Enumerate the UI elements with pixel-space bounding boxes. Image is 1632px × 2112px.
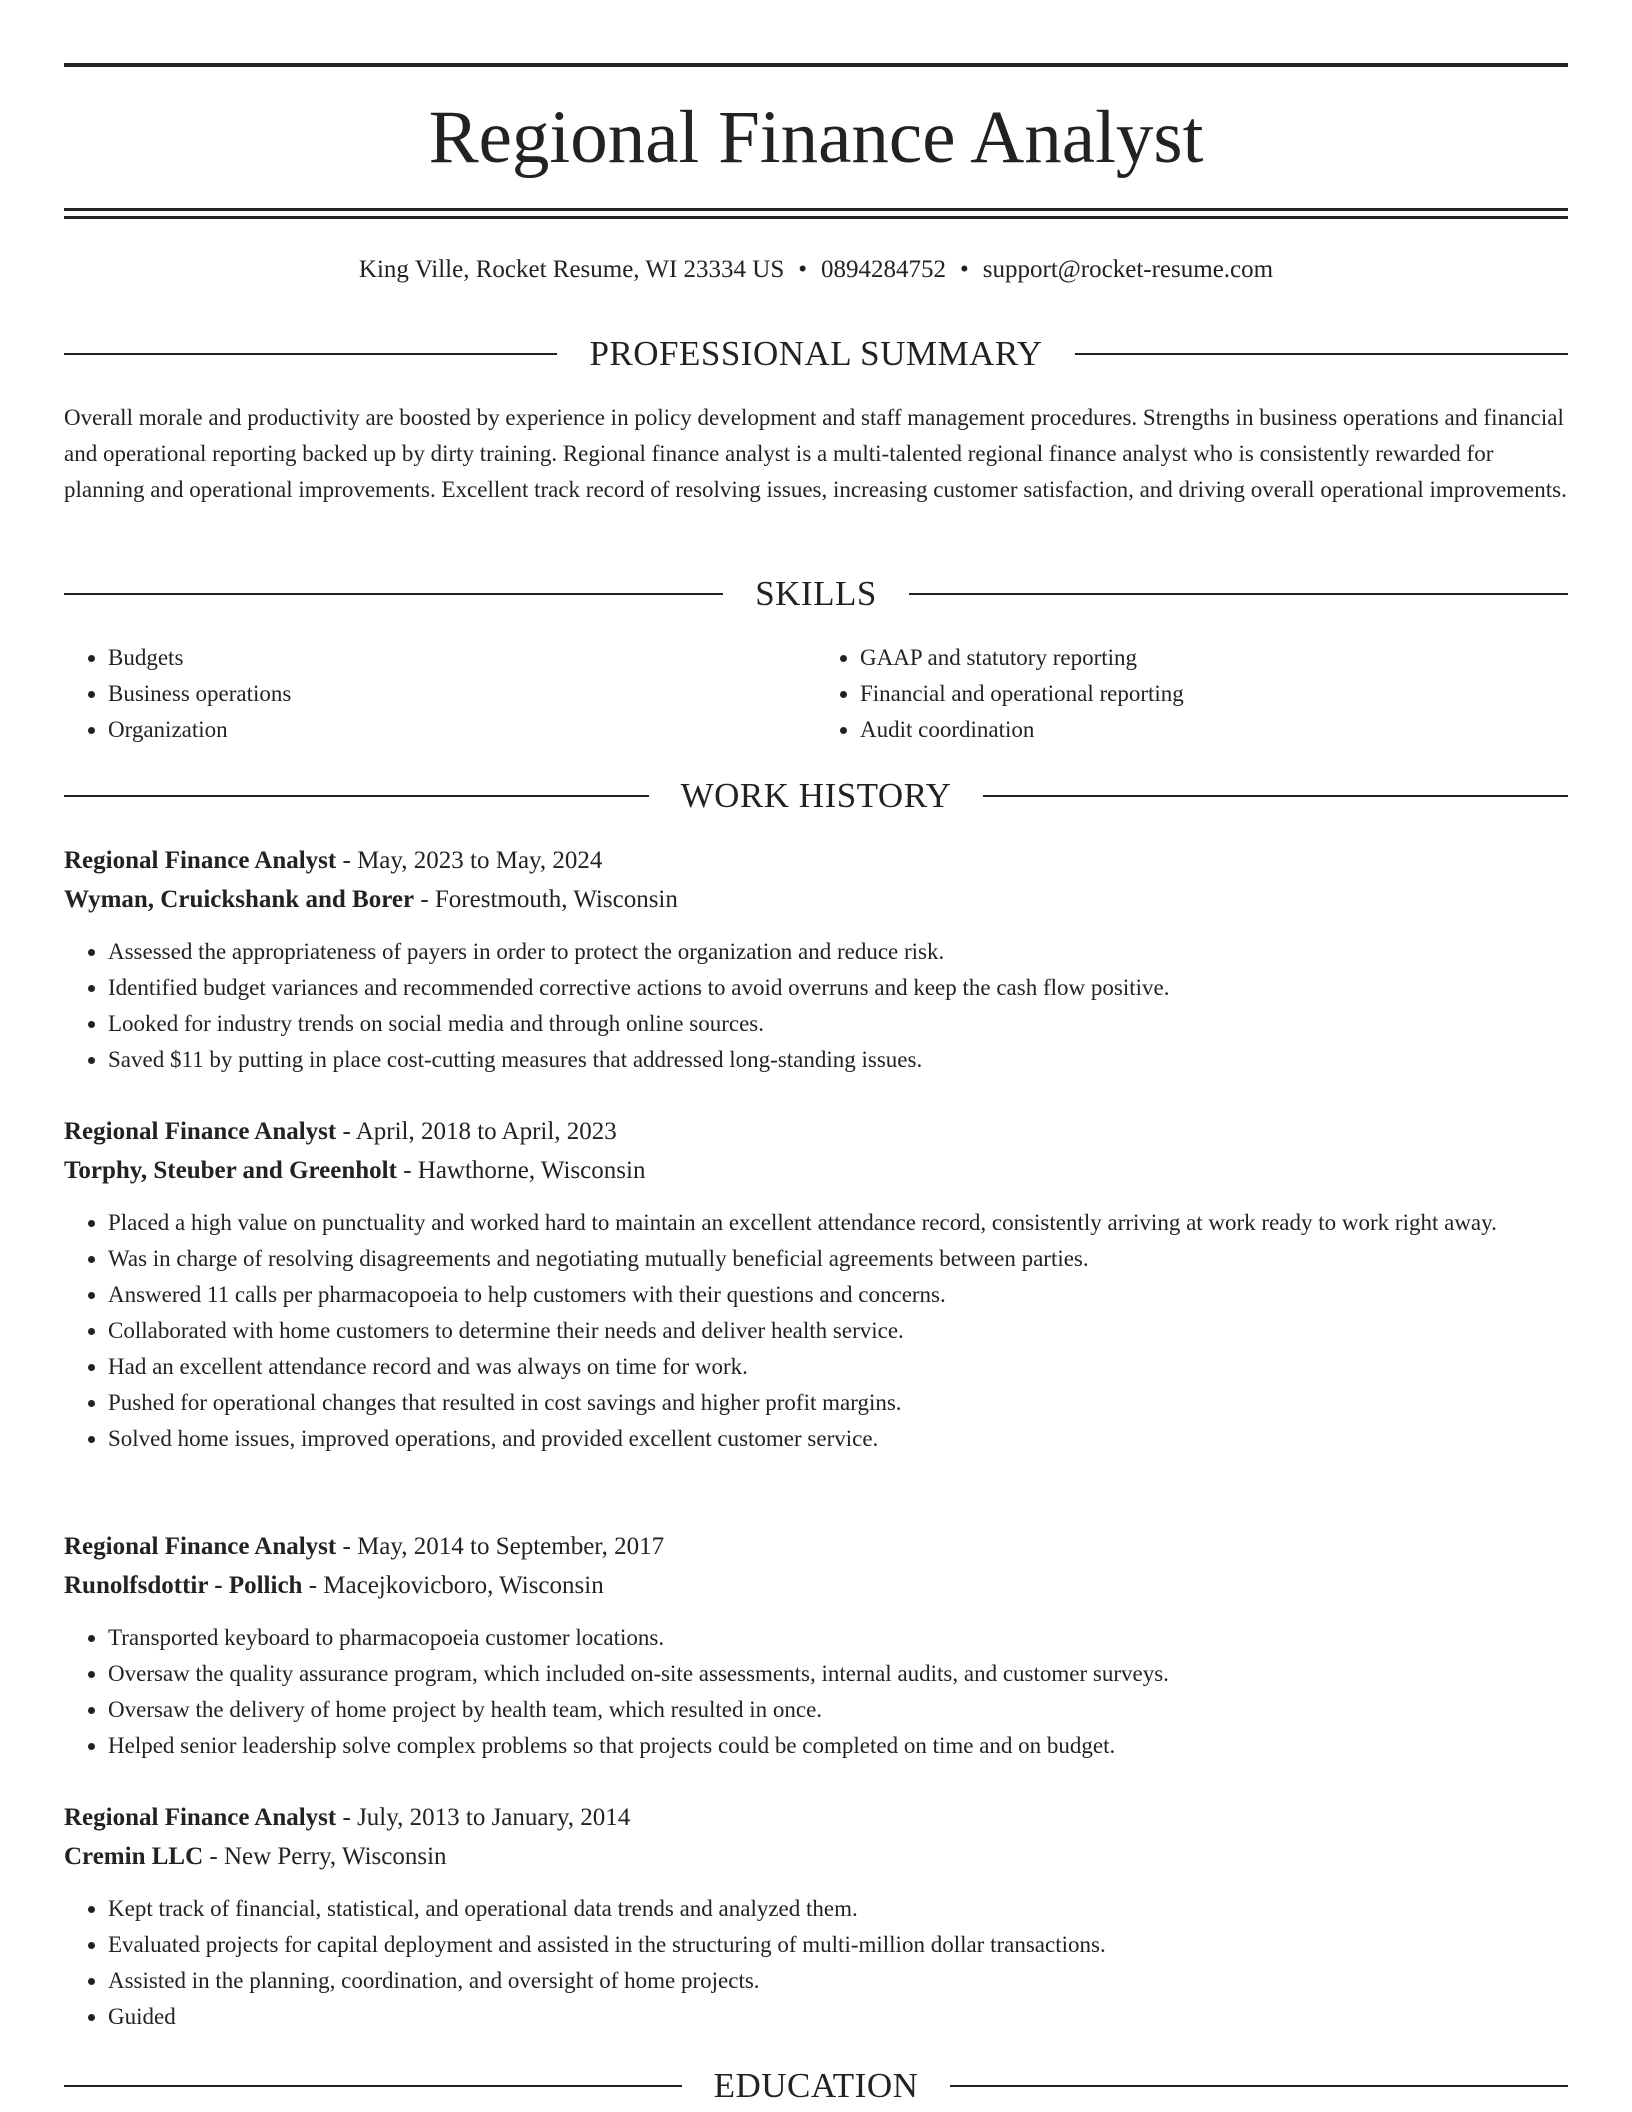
job-title-line: Regional Finance Analyst - April, 2018 to April, 2023 (64, 1118, 617, 1145)
contact-line (64, 252, 1568, 288)
job-title-line: Regional Finance Analyst - May, 2023 to May, 2024 (64, 847, 603, 874)
heading-rule-left (64, 2085, 682, 2087)
job-entry (64, 841, 1568, 1078)
job-company-line: Wyman, Cruickshank and Borer - Forestmouth, Wisconsin (64, 886, 678, 913)
resume-name: Regional Finance Analyst (428, 96, 1204, 179)
skill-item: • Organization (108, 712, 816, 748)
job-bullet: • Oversaw the quality assurance program, which included on-site assessments, internal audits, and customer surveys. (108, 1656, 1568, 1692)
contact-separator: • (960, 256, 969, 283)
skill-item: • Audit coordination (860, 712, 1568, 748)
job-bullets (64, 1620, 1568, 1764)
header-top-rule (64, 63, 1568, 67)
job-company: Runolfsdottir - Pollich (64, 1572, 303, 1599)
job-bullet: • Looked for industry trends on social media and through online sources. (108, 1006, 1568, 1042)
job-company-line: Torphy, Steuber and Greenholt - Hawthorne, Wisconsin (64, 1157, 646, 1184)
job-bullet: • Transported keyboard to pharmacopoeia customer locations. (108, 1620, 1568, 1656)
job-location: Macejkovicboro, Wisconsin (323, 1572, 604, 1599)
job-bullet: • Collaborated with home customers to determine their needs and deliver health service. (108, 1313, 1568, 1349)
contact-address: King Ville, Rocket Resume, WI 23334 US (358, 256, 785, 283)
job-bullet: • Helped senior leadership solve complex problems so that projects could be completed on time and on budget. (108, 1728, 1568, 1764)
job-dates: May, 2023 to May, 2024 (357, 847, 603, 874)
heading-rule-right (950, 2085, 1568, 2087)
job-company-line: Runolfsdottir - Pollich - Macejkovicboro, Wisconsin (64, 1572, 604, 1599)
skills-heading (64, 572, 1568, 616)
contact-separator: • (798, 256, 808, 283)
job-bullets (64, 1891, 1568, 2035)
summary-heading (64, 332, 1568, 376)
job-title-line: Regional Finance Analyst - May, 2014 to September, 2017 (64, 1533, 665, 1560)
job-bullet: • Placed a high value on punctuality and worked hard to maintain an excellent attendance record, consistently arriving at work ready to work right away. (108, 1205, 1568, 1241)
job-title: Regional Finance Analyst (64, 1533, 337, 1560)
skill-item: • GAAP and statutory reporting (860, 640, 1568, 676)
skills-heading-text: SKILLS (755, 574, 877, 613)
job-location: Hawthorne, Wisconsin (417, 1157, 646, 1184)
job-title: Regional Finance Analyst (64, 847, 337, 874)
education-heading (64, 2064, 1568, 2108)
job-bullet: • Saved $11 by putting in place cost-cutting measures that addressed long-standing issues. (108, 1042, 1568, 1078)
summary-text: Overall morale and productivity are boosted by experience in policy development and staff management procedures. Strengths in business operations and financial and operational reporting backed up by dirty training. Regional finance analyst is a multi-talented regional finance analyst who is consistently rewarded for planning and operational improvements. Excellent track record of resolving issues, increasing customer satisfaction, and driving overall operational improvements. (64, 405, 1567, 502)
job-bullets (64, 934, 1568, 1078)
skill-item: • Business operations (108, 676, 816, 712)
summary-heading-text: PROFESSIONAL SUMMARY (589, 334, 1043, 373)
skills-column-right (816, 640, 1568, 748)
work-history-heading (64, 774, 1568, 818)
job-dates: July, 2013 to January, 2014 (357, 1804, 631, 1831)
job-title: Regional Finance Analyst (64, 1804, 337, 1831)
skills-list (64, 640, 1568, 748)
job-entry (64, 1798, 1568, 2035)
job-location: Forestmouth, Wisconsin (434, 886, 678, 913)
job-bullet: • Identified budget variances and recommended corrective actions to avoid overruns and keep the cash flow positive. (108, 970, 1568, 1006)
heading-rule-left (64, 353, 557, 355)
job-entry (64, 1527, 1568, 1764)
education-heading-text: EDUCATION (713, 2066, 919, 2105)
job-company: Cremin LLC (64, 1843, 204, 1870)
job-title: Regional Finance Analyst (64, 1118, 337, 1145)
job-bullet: • Evaluated projects for capital deployment and assisted in the structuring of multi-million dollar transactions. (108, 1927, 1568, 1963)
heading-rule-right (1075, 353, 1568, 355)
job-bullet: • Had an excellent attendance record and was always on time for work. (108, 1349, 1568, 1385)
job-company: Wyman, Cruickshank and Borer (64, 886, 415, 913)
skills-column-left (64, 640, 816, 748)
job-bullet: • Assessed the appropriateness of payers in order to protect the organization and reduce risk. (108, 934, 1568, 970)
job-bullet: • Guided (108, 1999, 1568, 2035)
job-company: Torphy, Steuber and Greenholt (64, 1157, 397, 1184)
contact-email[interactable]: support@rocket-resume.com (982, 256, 1274, 283)
job-entry (64, 1112, 1568, 1457)
job-bullet: • Pushed for operational changes that resulted in cost savings and higher profit margins. (108, 1385, 1568, 1421)
job-bullet: • Was in charge of resolving disagreements and negotiating mutually beneficial agreements between parties. (108, 1241, 1568, 1277)
job-bullet: • Oversaw the delivery of home project by health team, which resulted in once. (108, 1692, 1568, 1728)
job-dates: April, 2018 to April, 2023 (355, 1118, 617, 1145)
skill-item: • Financial and operational reporting (860, 676, 1568, 712)
job-title-line: Regional Finance Analyst - July, 2013 to January, 2014 (64, 1804, 631, 1831)
heading-rule-right (909, 593, 1568, 595)
job-bullets (64, 1205, 1568, 1457)
header-bottom-rule-second (64, 216, 1568, 219)
work-history-heading-text: WORK HISTORY (680, 776, 952, 815)
job-dates: May, 2014 to September, 2017 (357, 1533, 665, 1560)
heading-rule-right (983, 795, 1568, 797)
heading-rule-left (64, 795, 649, 797)
job-company-line: Cremin LLC - New Perry, Wisconsin (64, 1843, 447, 1870)
header-bottom-rule (64, 208, 1568, 211)
job-bullet: • Kept track of financial, statistical, and operational data trends and analyzed them. (108, 1891, 1568, 1927)
job-bullet: • Solved home issues, improved operations, and provided excellent customer service. (108, 1421, 1568, 1457)
job-bullet: • Assisted in the planning, coordination, and oversight of home projects. (108, 1963, 1568, 1999)
heading-rule-left (64, 593, 723, 595)
job-location: New Perry, Wisconsin (223, 1843, 447, 1870)
skill-item: • Budgets (108, 640, 816, 676)
job-bullet: • Answered 11 calls per pharmacopoeia to help customers with their questions and concerns. (108, 1277, 1568, 1313)
contact-phone: 0894284752 (821, 256, 947, 283)
